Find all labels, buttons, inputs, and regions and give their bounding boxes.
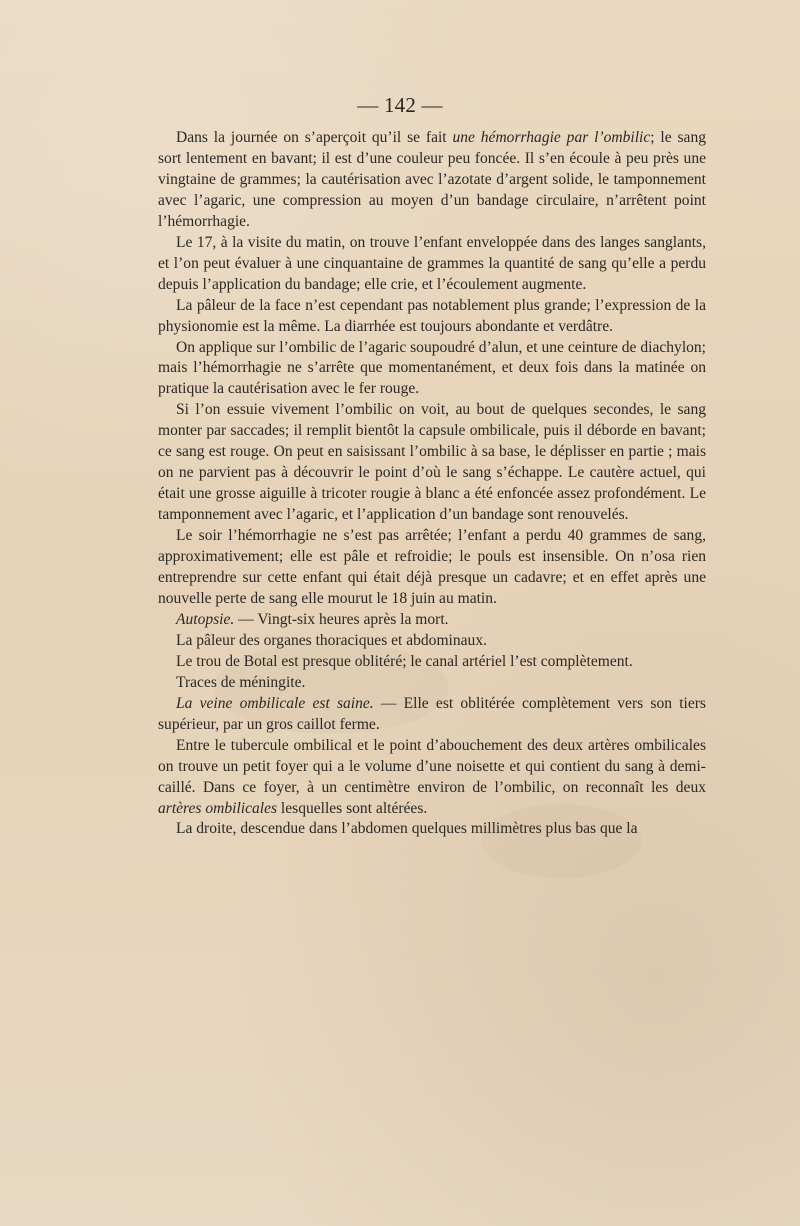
paragraph-12-part-1: Entre le tubercule ombilical et le point d’abouchement des deux artères ombilicales on trouve un petit foyer qui a le volume d’une noisette et qui contient du sang à demi-caillé. Dans ce foyer, à un centimètre environ de l’ombilic, on reconnaît les deux: [158, 736, 706, 796]
page-number: — 142 —: [357, 93, 443, 117]
body-text: [158, 128, 706, 840]
italic-phrase: artères ombilicales: [158, 799, 278, 817]
italic-phrase: une hémorrhagie par l’ombilic: [452, 129, 651, 146]
paragraph-12-part-3: lesquelles sont altérées.: [277, 799, 428, 817]
paragraph-12: [158, 736, 706, 820]
autopsy-time: — Vingt-six heures après la mort.: [234, 610, 449, 628]
paragraph-1-part-1: Dans la journée on s’aperçoit qu’il se fait: [176, 129, 453, 146]
paragraph-1: [158, 128, 706, 233]
paragraph-13: La droite, descendue dans l’abdomen quelques millimètres plus bas que la: [176, 820, 638, 838]
paragraph-10: Traces de méningite.: [176, 673, 306, 691]
paragraph-4: On applique sur l’ombilic de l’agaric soupoudré d’alun, et une ceinture de diachylon; mais l’hémorrhagie ne s’arrête que momentanément, et deux fois dans la matinée on pratique la cautérisation avec le fer rouge.: [158, 338, 706, 398]
paragraph-2: Le 17, à la visite du matin, on trouve l’enfant enveloppée dans des langes sanglants, et l’on peut évaluer à une cinquantaine de grammes la quantité de sang qu’elle a perdu depuis l’application du bandage; elle crie, et l’écoulement augmente.: [158, 233, 706, 293]
paragraph-11: [158, 694, 706, 736]
paragraph-5: Si l’on essuie vivement l’ombilic on voit, au bout de quelques secondes, le sang monter par saccades; il remplit bientôt la capsule ombilicale, puis il déborde en bavant; ce sang est rouge. On peut en saisissant l’ombilic à sa base, le déplisser en partie ; mais on ne parvient pas à découvrir le point d’où le sang s’échappe. Le cautère actuel, qui était une grosse aiguille à tricoter rougie à blanc a été enfoncée assez profondément. Le tamponnement avec l’agaric, et l’application d’un bandage sont renouvelés.: [158, 401, 706, 524]
paragraph-6: Le soir l’hémorrhagie ne s’est pas arrêtée; l’enfant a perdu 40 grammes de sang, approximativement; elle est pâle et refroidie; le pouls est insensible. On n’osa rien entreprendre sur cette enfant qui était déjà presque un cadavre; et en effet après une nouvelle perte de sang elle mourut le 18 juin au matin.: [158, 527, 706, 607]
italic-phrase: La veine ombilicale est saine.: [176, 694, 374, 712]
paragraph-1-part-3: ; le sang sort lentement en bavant; il est d’une couleur peu foncée. Il s’en écoule à peu près une vingtaine de grammes; la cautérisation avec l’azotate d’argent solide, le tamponnement avec l’agaric, une compression au moyen d’un bandage circulaire, n’arrêtent point l’hémorrhagie.: [158, 129, 706, 230]
paragraph-8: La pâleur des organes thoraciques et abdominaux.: [176, 631, 487, 649]
autopsy-heading: [158, 610, 706, 631]
autopsy-label: Autopsie.: [176, 610, 235, 628]
paragraph-3: La pâleur de la face n’est cependant pas notablement plus grande; l’expression de la physionomie est la même. La diarrhée est toujours abondante et verdâtre.: [158, 296, 706, 335]
paragraph-11-part-2: — Elle est oblitérée complètement vers son tiers supérieur, par un gros caillot ferme.: [158, 694, 706, 733]
paragraph-9: Le trou de Botal est presque oblitéré; le canal artériel l’est complètement.: [176, 652, 633, 670]
